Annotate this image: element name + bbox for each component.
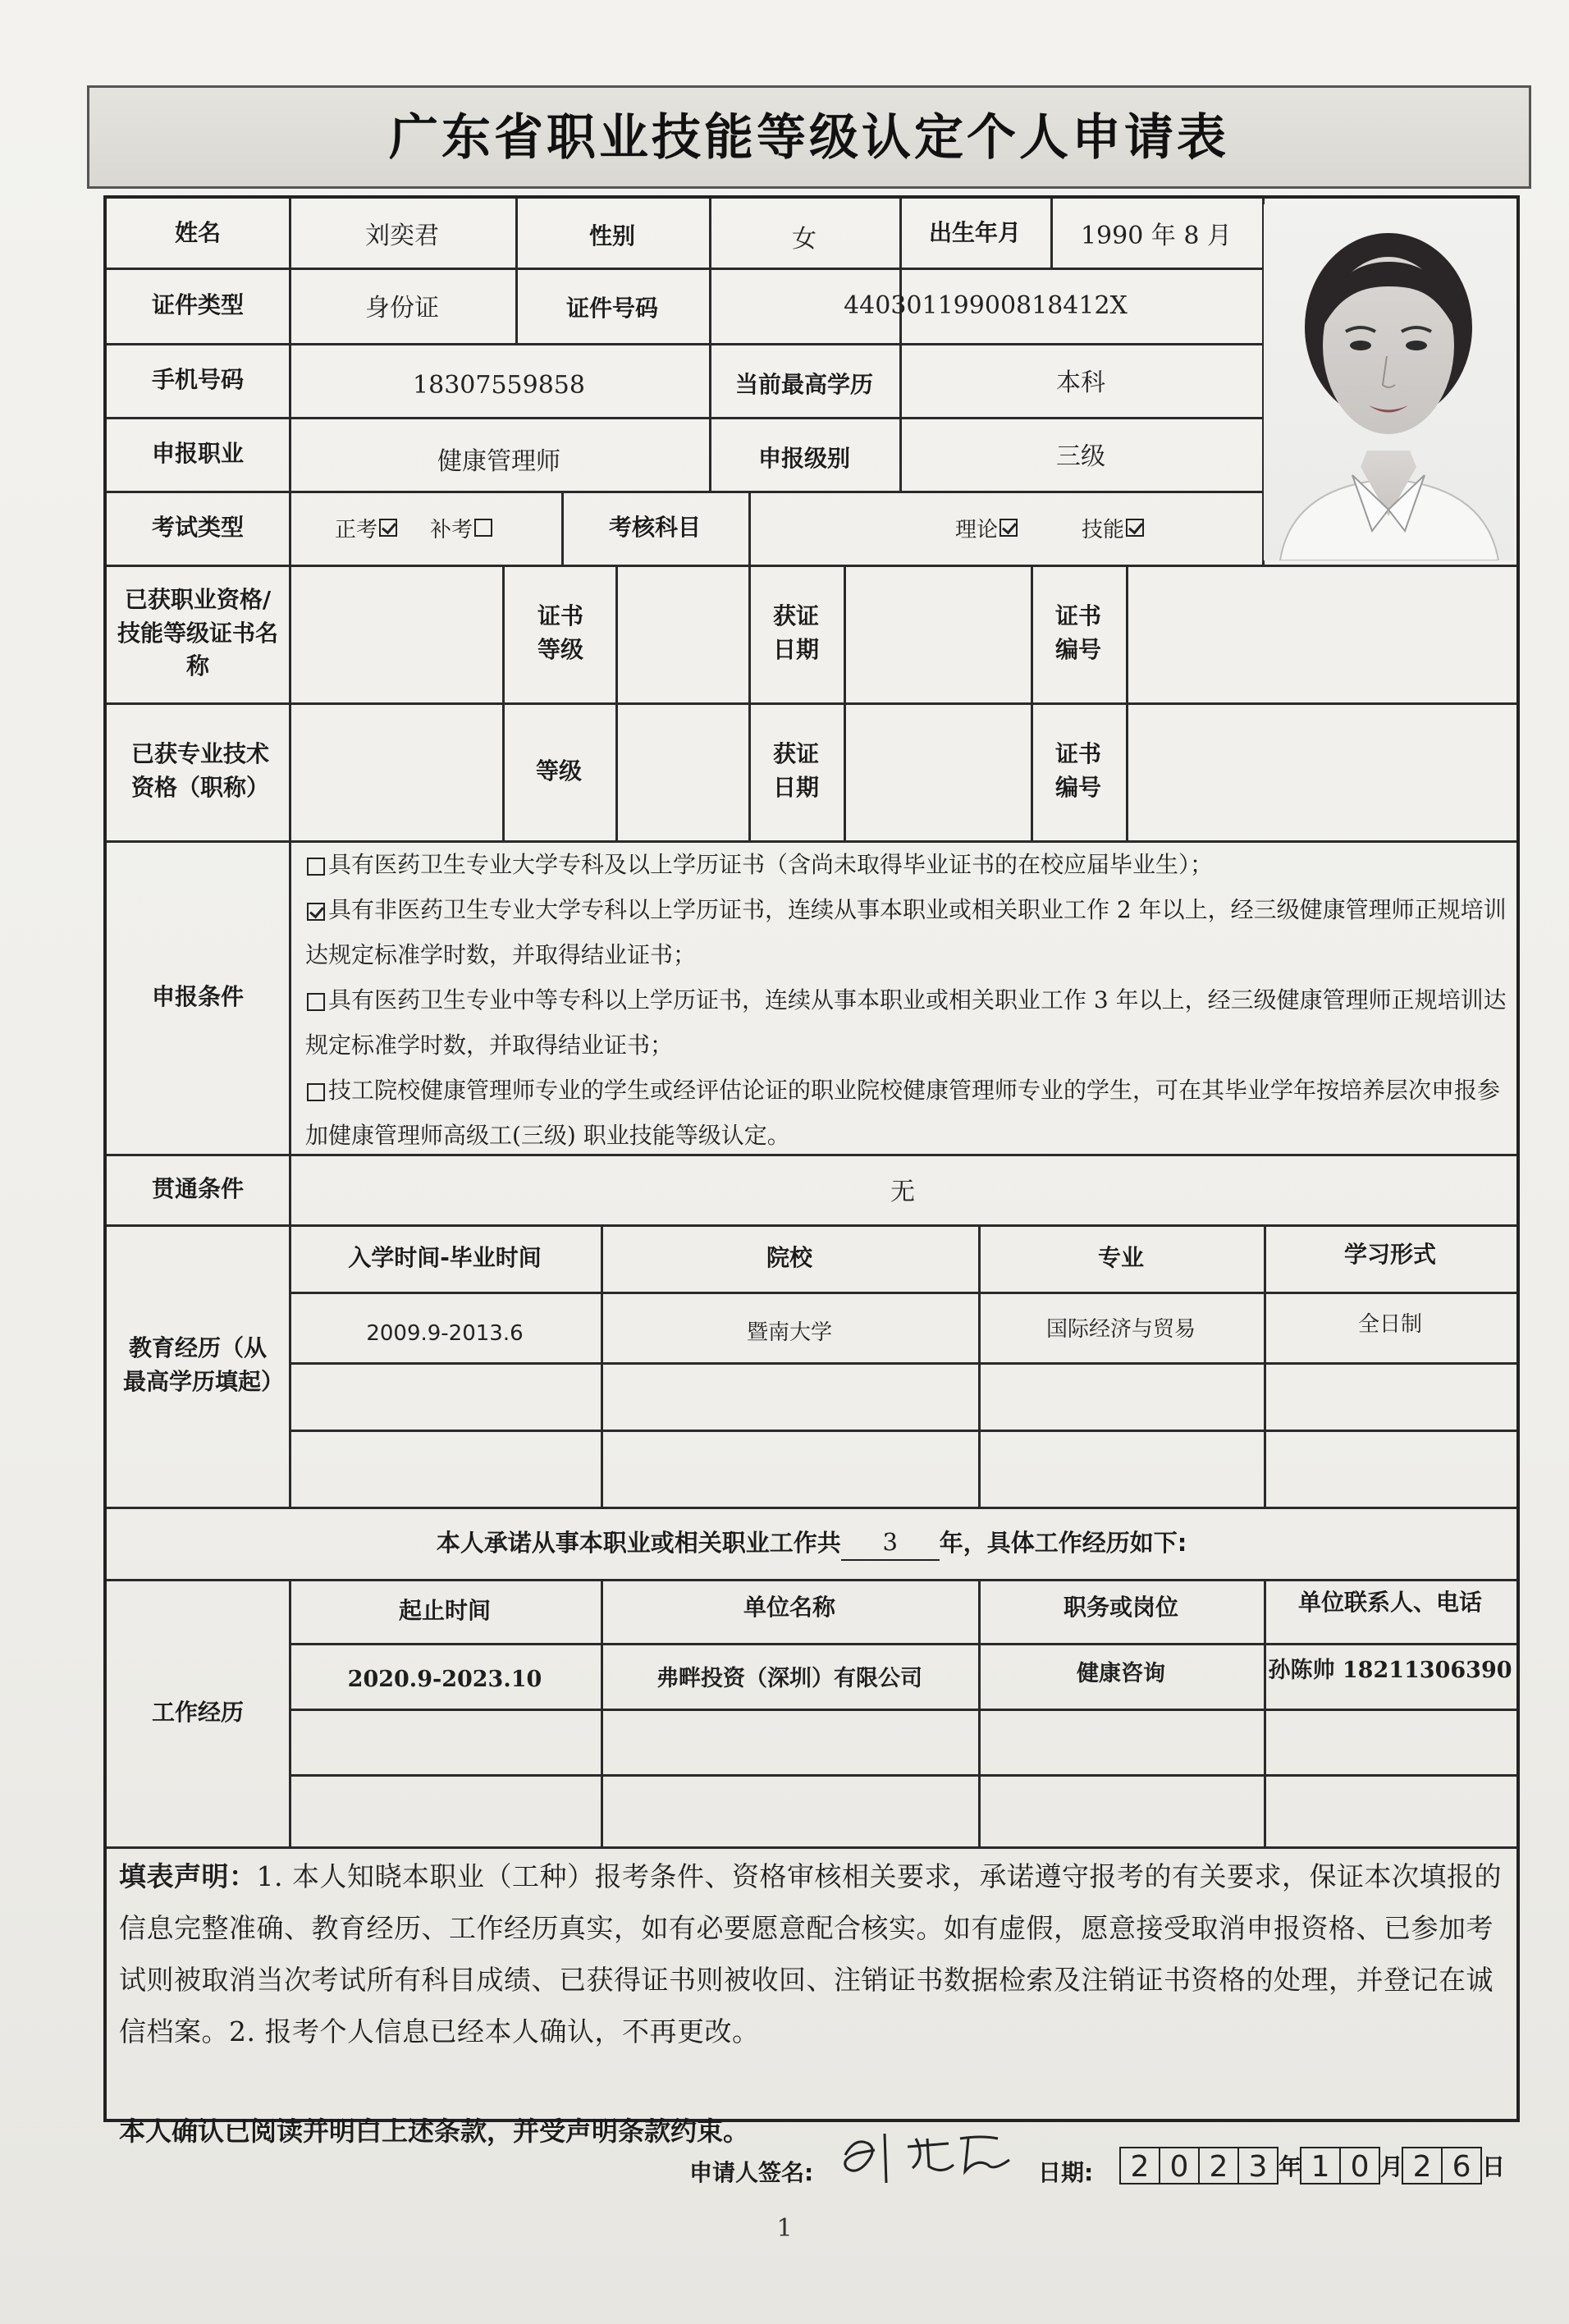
education-mode: 全日制 [1357, 1311, 1422, 1337]
year-digit: 2 [1198, 2147, 1239, 2184]
label-work-history: 工作经历 [151, 1698, 244, 1726]
signature-label: 申请人签名: [689, 2159, 814, 2186]
condition-item: 具有医药卫生专业大学专科及以上学历证书（含尚未取得毕业证书的在校应届毕业生）； [305, 842, 1515, 887]
label-exam-type: 考试类型 [151, 513, 244, 541]
id-type-value: 身份证 [365, 294, 439, 323]
label-education-history: 教育经历（从最高学历填起） [123, 1334, 285, 1395]
condition-checkbox[interactable] [307, 903, 325, 921]
label-level: 申报级别 [757, 444, 850, 472]
label-professional-title: 已获专业技术资格（职称） [130, 740, 269, 801]
grid-line [615, 565, 618, 840]
work-years: 3 [841, 1525, 940, 1561]
education-major: 国际经济与贸易 [1045, 1316, 1196, 1342]
signature-row [689, 2143, 1518, 2193]
declaration-label: 填表声明： [119, 1860, 257, 1892]
label-certificate-number-2: 证书编号 [1054, 740, 1101, 801]
label-phone: 手机号码 [151, 365, 244, 393]
work-header-company: 单位名称 [743, 1593, 835, 1621]
grid-line [107, 1846, 1516, 1849]
education-header-period: 入学时间-毕业时间 [348, 1243, 542, 1271]
theory-label: 理论 [954, 517, 998, 542]
day-digit: 2 [1402, 2147, 1443, 2184]
education-header-school: 院校 [766, 1243, 812, 1271]
label-education: 当前最高学历 [734, 370, 873, 398]
makeup-exam-label: 补考 [430, 517, 473, 542]
education-header-major: 专业 [1097, 1243, 1144, 1271]
year-digit: 3 [1237, 2147, 1279, 2184]
page-number: 1 [776, 2214, 793, 2243]
exam-type-options [289, 491, 561, 565]
label-obtain-date: 获证日期 [772, 602, 819, 663]
education-school: 暨南大学 [746, 1320, 832, 1345]
level-value: 三级 [1056, 442, 1105, 471]
confirmation-statement: 本人确认已阅读并明白上述条款，并受声明条款约束。 [119, 2116, 750, 2147]
label-name: 姓名 [174, 218, 221, 246]
gender-value: 女 [792, 225, 817, 254]
grid-line [1126, 565, 1128, 840]
label-id-number: 证件号码 [565, 294, 658, 322]
label-gender: 性别 [588, 222, 635, 249]
label-id-type: 证件类型 [151, 290, 244, 318]
grid-line [844, 565, 846, 840]
skill-option [1021, 491, 1262, 565]
label-qualification-certificate: 已获职业资格/技能等级证书名称 [117, 586, 278, 680]
date-field: 2 0 2 3 年 1 0 月 2 6 日 [1121, 2147, 1505, 2184]
birth-value: 1990 年 8 月 [1080, 222, 1233, 250]
day-digit: 6 [1441, 2147, 1482, 2184]
declaration [119, 1851, 1514, 2057]
declaration-text: 1. 本人知晓本职业（工种）报考条件、资格审核相关要求，承诺遵守报考的有关要求，保证本次填报的信息完整准确、教育经历、工作经历真实，如有必要愿意配合核实。如有虚假，愿意接受取消申报资格、已参加考试则被取消当次考试所有科目成绩、已获得证书则被收回、注销证书数据检索及注销证书资格的处理，并登记在诚信档案。2. 报考个人信息已经本人确认，不再更改。 [119, 1860, 1502, 2047]
month-digit: 1 [1300, 2147, 1341, 2184]
label-obtain-date-2: 获证日期 [772, 740, 819, 801]
phone-value: 18307559858 [413, 370, 585, 400]
portrait-image [1264, 204, 1514, 560]
label-conditions: 申报条件 [151, 982, 244, 1010]
work-commitment: 本人承诺从事本职业或相关职业工作共 3 年，具体工作经历如下: [107, 1507, 1516, 1579]
occupation-value: 健康管理师 [437, 447, 560, 476]
condition-item: 技工院校健康管理师专业的学生或经评估论证的职业院校健康管理师专业的学生，可在其毕业学年按培养层次申报参加健康管理师高级工(三级) 职业技能等级认定。 [305, 1077, 1501, 1149]
grid-line [289, 1774, 1516, 1777]
year-digit: 0 [1159, 2147, 1200, 2184]
skill-checkbox[interactable] [1126, 519, 1144, 537]
year-digit: 2 [1119, 2147, 1160, 2184]
education-header-mode: 学习形式 [1343, 1240, 1436, 1268]
label-birth: 出生年月 [928, 218, 1021, 246]
label-certificate-number: 证书编号 [1054, 602, 1101, 663]
work-company: 弗畔投资（深圳）有限公司 [656, 1665, 922, 1691]
education-value: 本科 [1056, 368, 1105, 397]
label-through-condition: 贯通条件 [151, 1174, 244, 1202]
theory-checkbox[interactable] [999, 519, 1018, 537]
work-contact: 孙陈帅 18211306390 [1268, 1657, 1512, 1683]
name-value: 刘奕君 [365, 222, 439, 250]
conditions-list [305, 842, 1515, 1158]
label-exam-subject: 考核科目 [608, 513, 701, 541]
label-certificate-level: 证书等级 [537, 602, 583, 663]
work-position: 健康咨询 [1077, 1660, 1165, 1686]
condition-checkbox[interactable] [307, 1083, 325, 1101]
month-digit: 0 [1339, 2147, 1380, 2184]
work-period: 2020.9-2023.10 [347, 1666, 542, 1692]
condition-item: 具有医药卫生专业中等专科以上学历证书，连续从事本职业或相关职业工作 3 年以上，经三级健康管理师正规培训达规定标准学时数，并取得结业证书； [305, 986, 1507, 1059]
regular-exam-checkbox[interactable] [379, 519, 397, 537]
regular-exam-label: 正考 [335, 517, 378, 542]
makeup-exam-checkbox[interactable] [474, 519, 492, 537]
handwritten-signature [837, 2114, 1018, 2188]
grid-line [289, 1430, 1516, 1432]
label-occupation: 申报职业 [151, 439, 244, 467]
form-title: 广东省职业技能等级认定个人申请表 [389, 109, 1229, 167]
work-header-contact: 单位联系人、电话 [1297, 1588, 1482, 1616]
condition-item: 具有非医药卫生专业大学专科以上学历证书，连续从事本职业或相关职业工作 2 年以上，经三级健康管理师正规培训达规定标准学时数，并取得结业证书； [305, 896, 1507, 968]
date-label: 日期: [1038, 2159, 1094, 2186]
id-number-value: 44030119900818412X [844, 290, 1128, 320]
applicant-photo [1264, 204, 1514, 560]
skill-label: 技能 [1082, 517, 1125, 542]
education-period: 2009.9-2013.6 [366, 1321, 524, 1346]
through-condition-value: 无 [890, 1178, 915, 1206]
work-header-position: 职务或岗位 [1063, 1593, 1178, 1621]
work-header-period: 起止时间 [398, 1596, 491, 1624]
condition-checkbox[interactable] [307, 993, 325, 1011]
label-grade: 等级 [535, 757, 582, 785]
condition-checkbox[interactable] [307, 858, 325, 876]
theory-option [748, 491, 1021, 565]
